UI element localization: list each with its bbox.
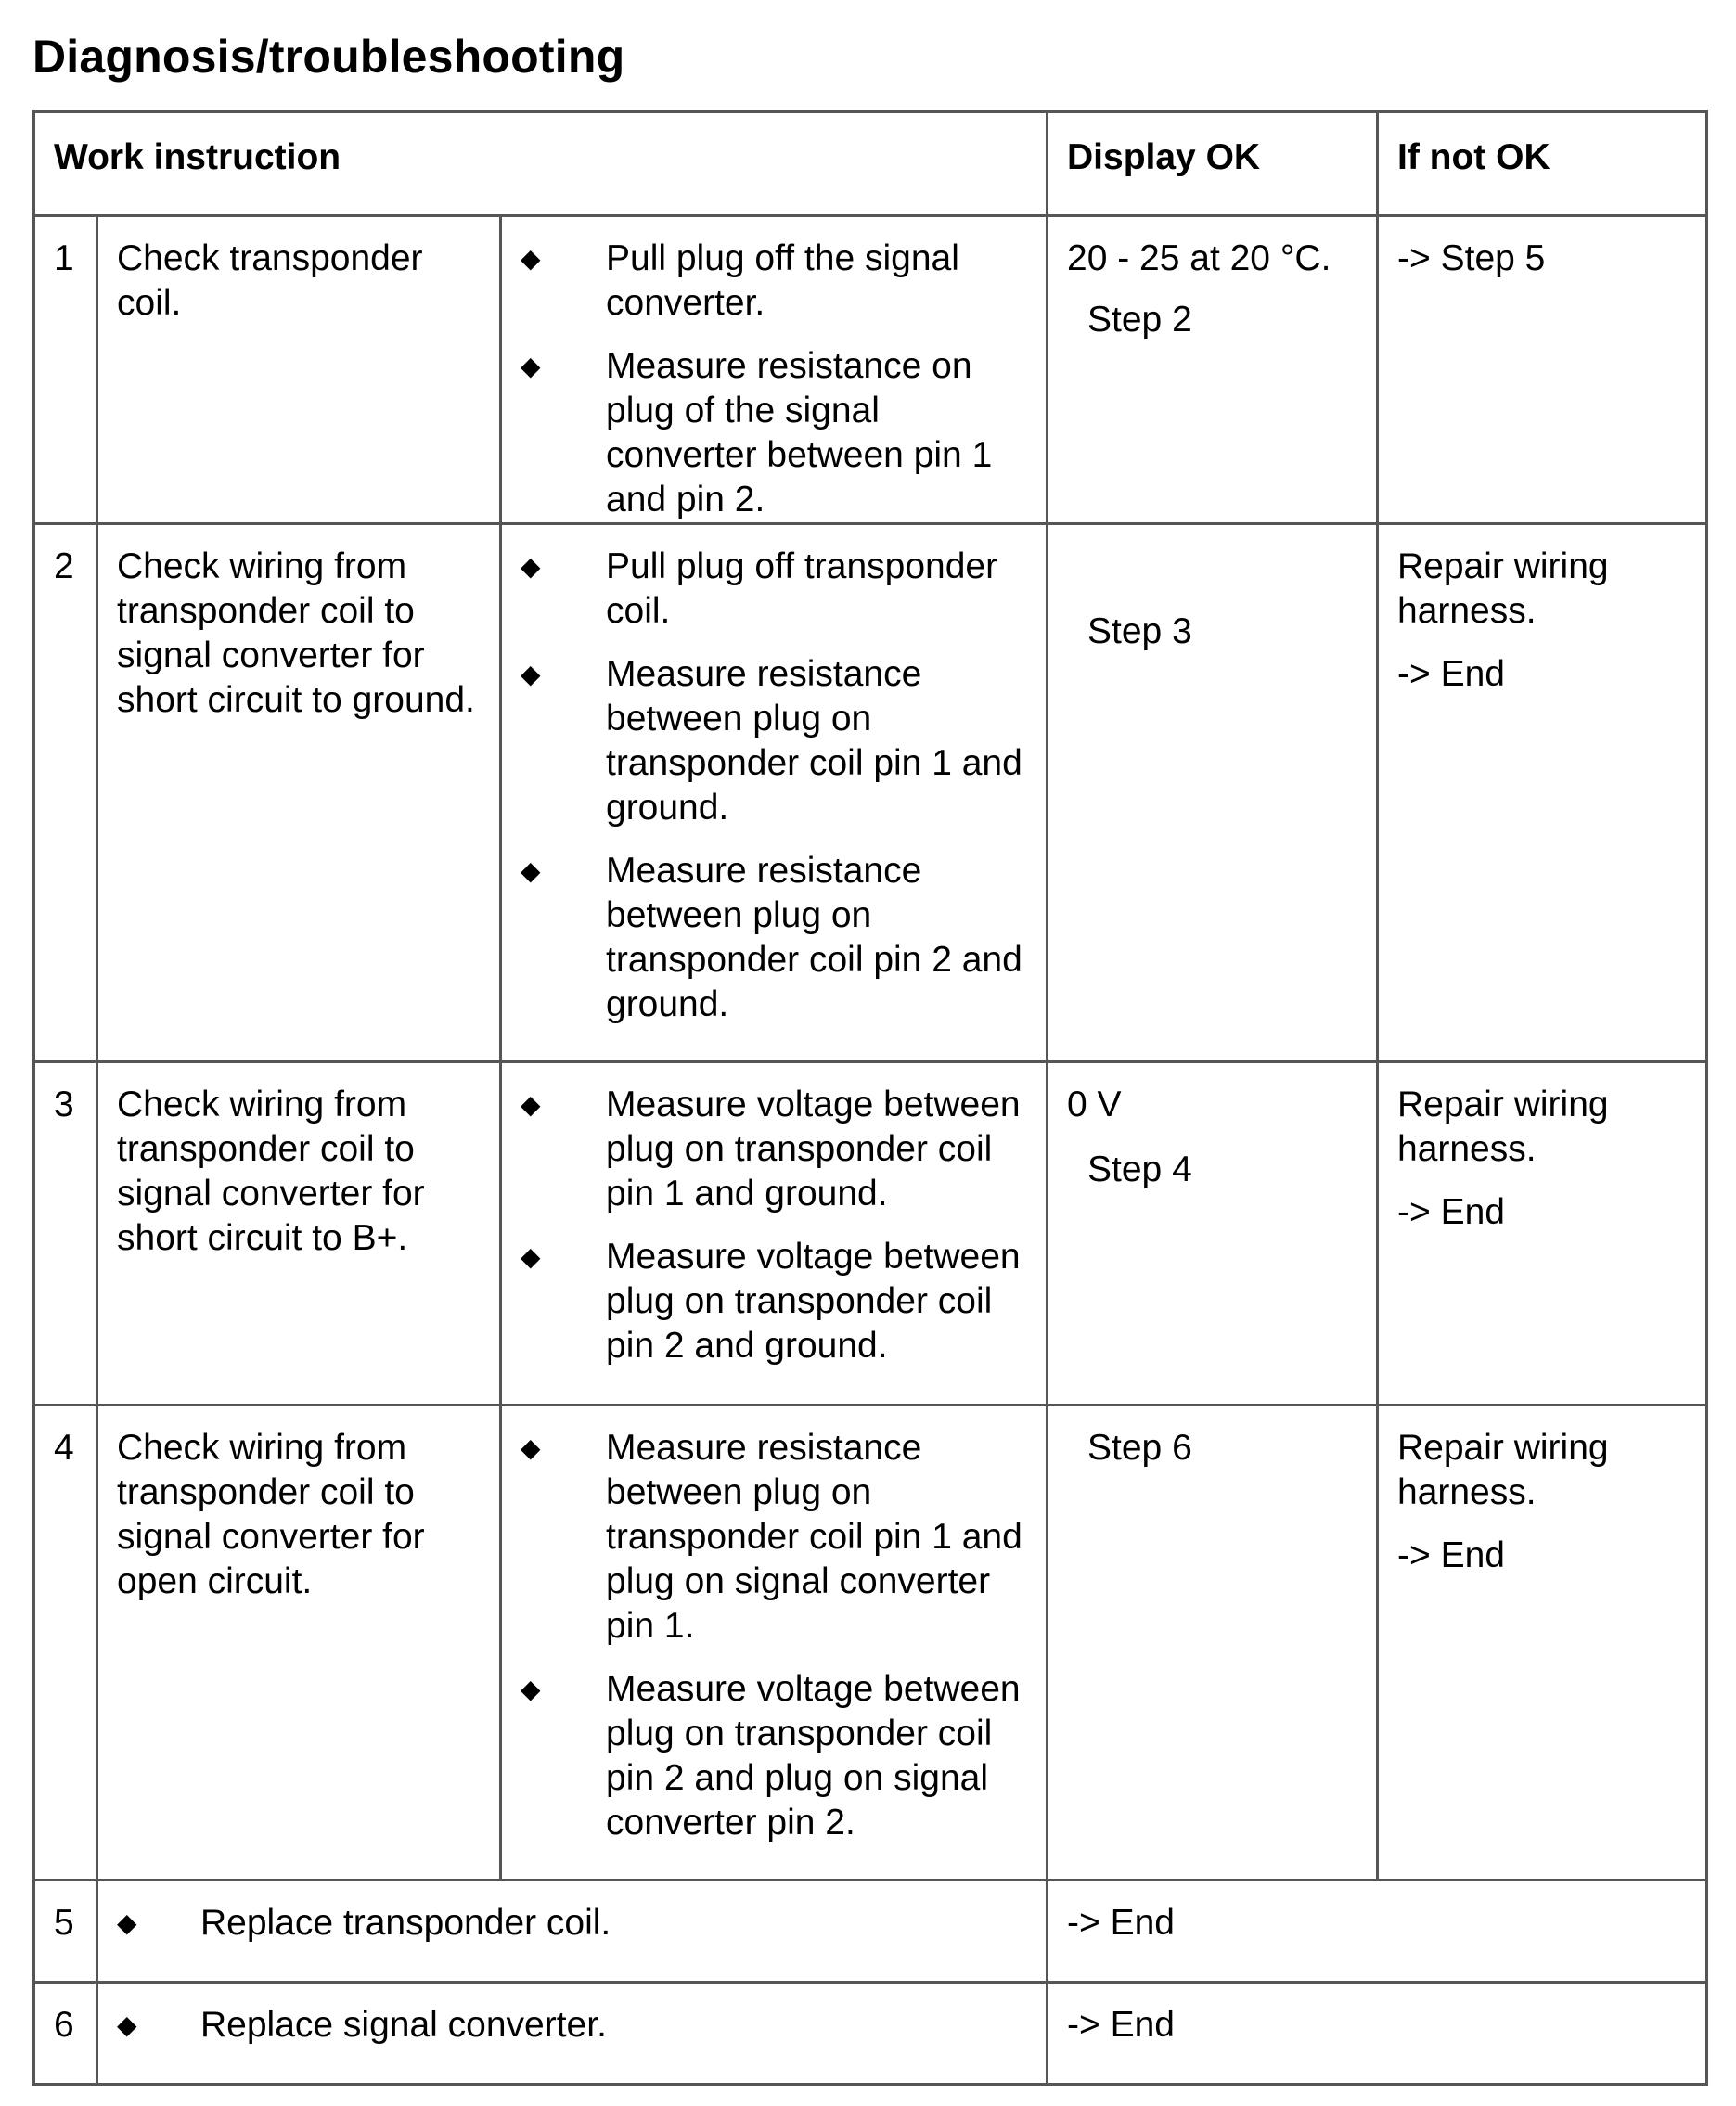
not-ok-action: Repair wiring harness. <box>1397 546 1609 631</box>
steps-cell <box>501 1062 1048 1406</box>
list-item: ◆ Measure voltage between plug on transponder coil pin 2 and plug on signal converter pin 2. <box>521 1669 1021 1843</box>
list-item: ◆ Measure resistance between plug on transponder coil pin 2 and ground. <box>521 851 1022 1024</box>
result-cell: -> End <box>1048 1983 1707 2085</box>
list-item: ◆ Measure resistance between plug on transponder coil pin 1 and plug on signal converter pin 1. <box>521 1428 1022 1646</box>
not-ok-end: -> End <box>1397 1192 1505 1232</box>
step-number: 4 <box>34 1406 97 1881</box>
list-item: ◆ Replace signal converter. <box>117 2003 1027 2048</box>
ok-value: 20 - 25 at 20 °C. <box>1067 238 1331 278</box>
ok-step: Step 3 <box>1087 611 1192 651</box>
step-number: 2 <box>34 524 97 1062</box>
result-cell: -> End <box>1048 1881 1707 1983</box>
list-item: ◆ Replace transponder coil. <box>117 1901 1027 1945</box>
not-ok-cell <box>1378 1406 1707 1881</box>
list-item: ◆ Pull plug off transponder coil. <box>521 546 998 631</box>
ok-step: Step 4 <box>1087 1149 1192 1189</box>
list-item: ◆ Measure voltage between plug on transponder coil pin 2 and ground. <box>521 1237 1021 1366</box>
header-work-instruction: Work instruction <box>34 112 1048 216</box>
table-row <box>34 1062 1707 1406</box>
task-cell: Check transponder coil. <box>97 216 501 524</box>
ok-step: Step 2 <box>1087 300 1192 340</box>
diamond-bullet-icon: ◆ <box>521 1675 541 1703</box>
steps-cell <box>501 524 1048 1062</box>
table-row <box>34 1881 1707 1983</box>
display-ok-cell <box>1048 1062 1378 1406</box>
diamond-bullet-icon: ◆ <box>521 244 541 273</box>
list-item: ◆ Pull plug off the signal converter. <box>521 238 959 323</box>
not-ok-cell <box>1378 524 1707 1062</box>
diamond-bullet-icon: ◆ <box>521 1090 541 1119</box>
list-item: ◆ Measure resistance between plug on transponder coil pin 1 and ground. <box>521 654 1022 828</box>
troubleshooting-table <box>32 110 1708 2086</box>
header-if-not-ok: If not OK <box>1378 112 1707 216</box>
display-ok-cell <box>1048 216 1378 524</box>
steps-cell <box>97 1983 1048 2085</box>
steps-cell <box>501 216 1048 524</box>
diamond-bullet-icon: ◆ <box>521 352 541 380</box>
diamond-bullet-icon: ◆ <box>521 1242 541 1271</box>
step-number: 3 <box>34 1062 97 1406</box>
not-ok-action: -> Step 5 <box>1397 238 1546 278</box>
page-title: Diagnosis/troubleshooting <box>32 31 625 83</box>
diamond-bullet-icon: ◆ <box>521 660 541 688</box>
not-ok-action: Repair wiring harness. <box>1397 1085 1609 1169</box>
ok-step: Step 6 <box>1087 1428 1192 1468</box>
diamond-bullet-icon: ◆ <box>521 856 541 885</box>
display-ok-cell <box>1048 1406 1378 1881</box>
not-ok-end: -> End <box>1397 1535 1505 1575</box>
task-cell: Check wiring from transponder coil to signal converter for short circuit to ground. <box>97 524 501 1062</box>
display-ok-cell <box>1048 524 1378 1062</box>
table-row <box>34 1983 1707 2085</box>
step-number: 5 <box>34 1881 97 1983</box>
diamond-bullet-icon: ◆ <box>117 1908 137 1937</box>
not-ok-cell <box>1378 216 1707 524</box>
not-ok-action: Repair wiring harness. <box>1397 1428 1609 1512</box>
step-number: 6 <box>34 1983 97 2085</box>
steps-cell <box>97 1881 1048 1983</box>
diamond-bullet-icon: ◆ <box>521 1433 541 1462</box>
step-number: 1 <box>34 216 97 524</box>
header-display-ok: Display OK <box>1048 112 1378 216</box>
task-cell: Check wiring from transponder coil to signal converter for short circuit to B+. <box>97 1062 501 1406</box>
not-ok-cell <box>1378 1062 1707 1406</box>
table-row <box>34 524 1707 1062</box>
list-item: ◆ Measure voltage between plug on transponder coil pin 1 and ground. <box>521 1085 1021 1214</box>
table-row <box>34 1406 1707 1881</box>
diamond-bullet-icon: ◆ <box>521 552 541 581</box>
task-cell: Check wiring from transponder coil to signal converter for open circuit. <box>97 1406 501 1881</box>
header-row <box>34 112 1707 216</box>
steps-cell <box>501 1406 1048 1881</box>
ok-value: 0 V <box>1067 1085 1122 1124</box>
diamond-bullet-icon: ◆ <box>117 2010 137 2039</box>
list-item: ◆ Measure resistance on plug of the signal converter between pin 1 and pin 2. <box>521 346 993 520</box>
not-ok-end: -> End <box>1397 654 1505 694</box>
table-row <box>34 216 1707 524</box>
